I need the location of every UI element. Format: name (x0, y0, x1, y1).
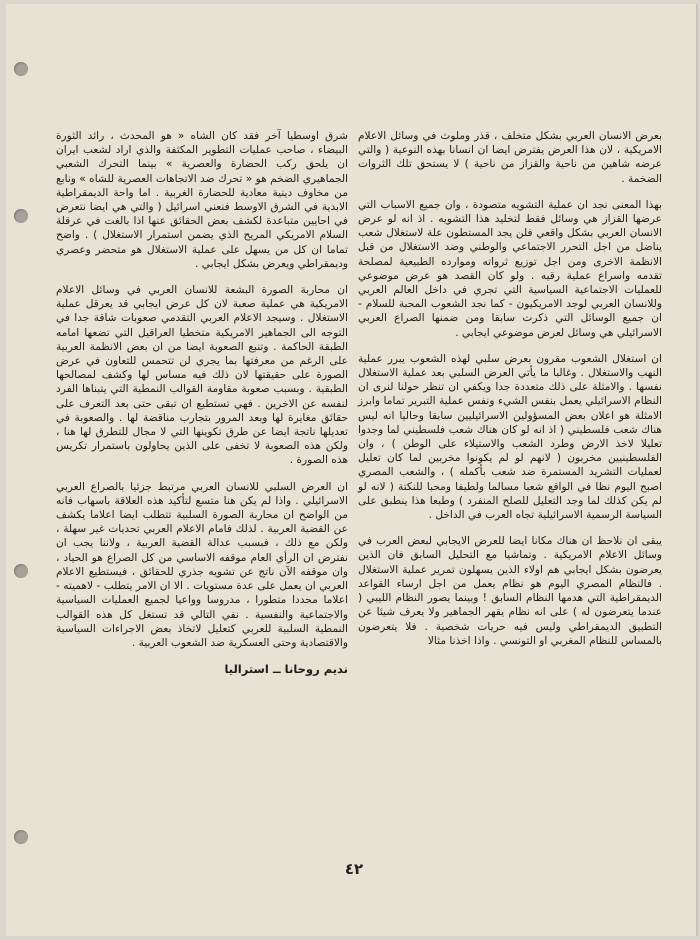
binding-hole (14, 564, 28, 578)
author-signature: نديم روحانا ــ استراليا (224, 662, 348, 677)
binding-hole (14, 830, 28, 844)
paragraph: شرق اوسطيا آخر فقد كان الشاه « هو المحدث ، رائد الثورة البيضاء ، صاحب عمليات التطوير المكثفة والذي اراد لشعب ايران ان يلحق ركب الحضارة والعصرية » بينما التحرك الشعبي الجماهيري الضخم هو « تحرك ضد الاتجاهات العصرية للشاه » ونابع من مخاوف دينية معادية للحضارة الغربية . اما واحة الديمقراطية الابدية في الشرق الاوسط فنعني اسرائيل ( والتي هي ايضا نتعرض في احايين متباعدة لكشف بعض الحقائق عنها اذا بالغت في عرقلة السلام الامريكي المريح الذي يضمن استمرار الاستغلال ) . واضح تماما ان كل من يسهل على عملية الاستغلال هو متحضر وعصري وديمقراطي ويعرض بشكل ايجابي . (56, 130, 348, 270)
paragraph: يبقى ان نلاحظ ان هناك مكانا ايضا للعرض الايجابي لبعض العرب في وسائل الاعلام الامريكية . وتماشيا مع التحليل السابق فان الذين يعرضون بشكل ايجابي هم اولاء الذين يسهلون تمرير عملية الاستغلال . فالنظام المصري اليوم هو نظام يعمل من اجل ارساء القواعد الديمقراطية التي هدمها النظام السابق ! وبينما يصور النظام الليبي ( عندما يتعرضون له ) على انه نظام يقهر الجماهير ولا يعرف شيئا عن التطبيق الديمقراطي وليس فيه حريات شخصية . فلا يتعرضون بالمساس للنظام المغربي او التونسي . واذا اخذنا مثالا (358, 535, 662, 647)
left-column (56, 129, 348, 676)
binding-hole (14, 62, 28, 76)
paragraph: بهذا المعنى نجد ان عملية التشويه متصودة ، وان جميع الاسباب التي عرضها القزاز هي وسائل فقط لتخليد هذا التشويه . اذ انه لو عرض الانسان العربي بشكل واقعي فلن يجد المستطون علة لاستغلال شعب يناضل من اجل التحرر الاجتماعي والوطني وضد الاستغلال من قبل الانظمة الاخرى ومن اجل توزيع ثرواته وموارده الطبيعية لمصلحة تقدمه واسراع عملية رقيه . ولو كان القصد هو عرض موضوعي للعمليات الاجتماعية السياسية التي تجري في داخل العالم العربي وللانسان العربي لوجد الامريكيون - كما نجد الشعوب المحبة للسلام - ان جميع الوسائل التي ذكرت سابقا ومن ضمنها الصراع العربي الاسرائيلي هي وسائل لعرض موضوعي ايجابي . (358, 198, 662, 339)
page-number: ٤٢ (344, 860, 364, 878)
paragraph: بعرض الانسان العربي بشكل متخلف ، قذر وملوث في وسائل الاعلام الامريكية ، لان هذا العرض يفترض ايضا ان انسانا بهذه النوعية ( والتي عرضه شاهين من ناحية والقزاز من ناحية ) لا يستحق تلك الثروات الضخمة . (358, 130, 662, 185)
paragraph: ان استغلال الشعوب مقرون بعرض سلبي لهذه الشعوب يبرر عملية النهب والاستغلال . وغالبا ما يأتي العرض السلبي بعد عملية الاستغلال نفسها . والامثلة على ذلك متعددة جدا ويكفي ان تنظر حولنا لنرى ان النظام الاسرائيلي يعمل بنفس الشيء ونفس عملية التبرير تماما وابرز الامثلة هو اعلان بعض المسؤولين الاسرائيليين سابقا وحاليا انه ليس هناك شعب فلسطيني ( اذ انه لو كان هناك شعب فلسطيني لما وجدوا تعليلا لاخذ الارض وطرد الشعب والاستيلاء على الوطن ) ، وان الفلسطينيين مخربون ( لانهم لو لم يكونوا مخربين لما كان تعليل لعمليات التشريد المستمرة ضد شعب بأكمله ) ، والشعب المصري اصبح اليوم نظا في الواقع شعبا مسالما ولطيفا ومحبا للنكتة ( لانه لو لم يكن كذلك لما وجد التعليل للصلح المنفرد ) وطبعا هذا ينطبق على السياسة الرسمية الاسرائيلية تجاه العرب في الداخل . (358, 352, 662, 522)
paragraph: ان محاربة الصورة البشعة للانسان العربي في وسائل الاعلام الامريكية هي عملية صعبة لان كل عرض ايجابي قد يعرقل عملية الاستغلال . وسيجد الاعلام العربي التقدمي صعوبات شاقة جدا في التوجه الى الجماهير الامريكية متخطيا العراقيل التي تضعها امامه الطبقة الحاكمة . وتنبع الصعوبة ايضا من ان بعض الانظمة العربية على الرغم من معرفتها بما يجري لن تتحمس للتعاون في عرض الصورة على حقيقتها لان ذلك فيه مساس لها وكشف لمصالحها الطبقية . وبسبب صعوبة مقاومة القوالب النمطية التي يتبناها الفرد لنفسه عن الاخرين . فهي تستطيع ان تبقى حتى بعد التعرف على حقائق مغايرة لها وبعد المرور بتجارب مناقضة لها . والصعوبة في تعديلها ناتجة ايضا عن طرق تكوينها التي لا مجال للتطرق لها هنا ، ولكن هذه الصعوبة لا تخفى على الذين يحاولون باستمرار تكريس هذه الصورة . (56, 284, 348, 467)
page (6, 4, 698, 936)
right-column (358, 129, 662, 660)
binding-hole (14, 209, 28, 223)
paragraph: ان العرض السلبي للانسان العربي مرتبط جزئيا بالصراع العربي الاسرائيلي . واذا لم يكن هنا متسع لتأكيد هذه العلاقة باسهاب فانه من الواضح ان محاربة الصورة السلبية تتطلب ايضا اعلاما يكشف عن القضية العربية . لذلك فامام الاعلام العربي تحديات غير سهلة ، ولكن مع ذلك ، فبسبب عدالة القضية العربية ، ولاننا يجب ان نفترض ان الرأي العام موقفه الاساسي من كل الصراع هو الحياد ، وان موقفه الآن ناتج عن تشويه جذري للحقائق ، فيستطيع الاعلام العربي ان يعمل على عدة مستويات . الا ان الامر يتطلب - لاهميته - اعلاما محددا متطورا ، مدروسا وواعيا لجميع العمليات السياسية والاجتماعية والنفسية . نفي التالي قد تستغل كل هذه القوالب النمطية السلبية للعربي كتعليل لاتخاذ بعض الاجراءات السياسية والاقتصادية وحتى العسكرية ضد الشعوب العربية . (56, 480, 348, 649)
